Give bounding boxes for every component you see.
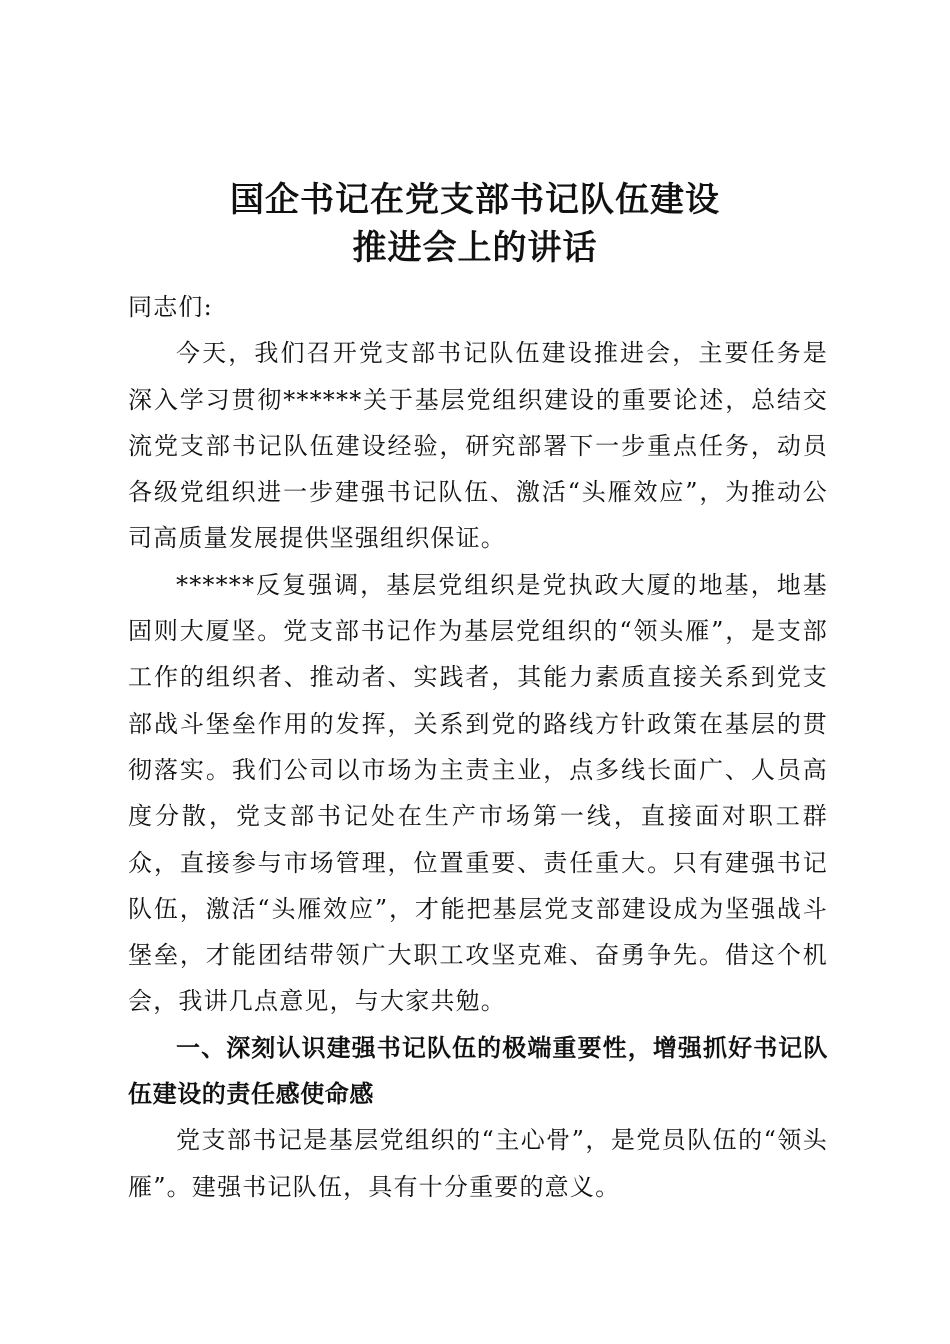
paragraph-2: ******反复强调，基层党组织是党执政大厦的地基，地基固则大厦坚。党支部书记作为基层党组织的“领头雁”，是支部工作的组织者、推动者、实践者，其能力素质直接关系到党支部战斗堡垒作用的发挥，关系到党的路线方针政策在基层的贯彻落实。我们公司以市场为主责主业，点多线长面广、人员高度分散，党支部书记处在生产市场第一线，直接面对职工群众，直接参与市场管理，位置重要、责任重大。只有建强书记队伍，激活“头雁效应”，才能把基层党支部建设成为坚强战斗堡垒，才能团结带领广大职工攻坚克难、奋勇争先。借这个机会，我讲几点意见，与大家共勉。: [128, 570, 828, 1016]
document-body: [128, 284, 828, 1210]
document-title-line-2: 推进会上的讲话: [352, 228, 598, 268]
paragraph-1: 今天，我们召开党支部书记队伍建设推进会，主要任务是深入学习贯彻******关于基层党组织建设的重要论述，总结交流党支部书记队伍建设经验，研究部署下一步重点任务，动员各级党组织进一步建强书记队伍、激活“头雁效应”，为推动公司高质量发展提供坚强组织保证。: [128, 339, 828, 553]
salutation: 同志们:: [128, 293, 213, 321]
section-heading-1: 一、深刻认识建强书记队伍的极端重要性，增强抓好书记队伍建设的责任感使命感: [128, 1033, 828, 1109]
document-title-line-1: 国企书记在党支部书记队伍建设: [230, 180, 720, 220]
paragraph-3: 党支部书记是基层党组织的“主心骨”，是党员队伍的“领头雁”。建强书记队伍，具有十分重要的意义。: [128, 1126, 828, 1201]
